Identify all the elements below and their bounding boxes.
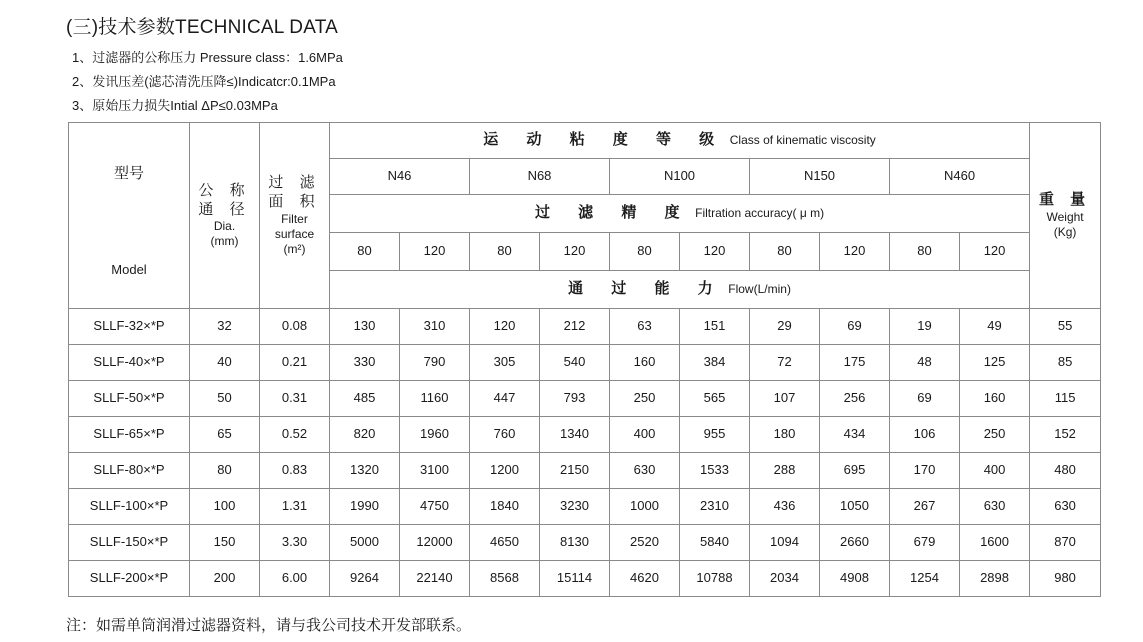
flow-cell: 106 [890, 417, 960, 453]
model-cell: SLLF-200×*P [69, 561, 190, 597]
weight-cell: 870 [1030, 525, 1101, 561]
dia-cell: 80 [190, 453, 260, 489]
model-cell: SLLF-65×*P [69, 417, 190, 453]
weight-cell: 980 [1030, 561, 1101, 597]
flow-cell: 1094 [750, 525, 820, 561]
flow-cell: 436 [750, 489, 820, 525]
flow-cell: 1340 [540, 417, 610, 453]
flow-cell: 49 [960, 309, 1030, 345]
flow-cell: 540 [540, 345, 610, 381]
flow-cell: 2660 [820, 525, 890, 561]
flow-cell: 1533 [680, 453, 750, 489]
model-cell: SLLF-40×*P [69, 345, 190, 381]
grade-n100: N100 [610, 159, 750, 195]
flow-cell: 1320 [330, 453, 400, 489]
flow-cell: 72 [750, 345, 820, 381]
model-cell: SLLF-50×*P [69, 381, 190, 417]
flow-cell: 10788 [680, 561, 750, 597]
dia-cell: 40 [190, 345, 260, 381]
accuracy-value: 120 [680, 233, 750, 271]
header-model-cn: 型号 [113, 165, 144, 182]
header-model-en: Model [111, 261, 147, 277]
header-weight-unit: (Kg) [1053, 224, 1077, 239]
accuracy-value: 80 [330, 233, 400, 271]
surface-cell: 0.31 [260, 381, 330, 417]
dia-cell: 65 [190, 417, 260, 453]
grade-n46: N46 [330, 159, 470, 195]
flow-cell: 400 [960, 453, 1030, 489]
flow-cell: 15114 [540, 561, 610, 597]
flow-cell: 1000 [610, 489, 680, 525]
table-row [69, 525, 1101, 561]
flow-cell: 212 [540, 309, 610, 345]
flow-cell: 1254 [890, 561, 960, 597]
flow-cell: 256 [820, 381, 890, 417]
header-weight [1030, 123, 1101, 309]
surface-cell: 3.30 [260, 525, 330, 561]
flow-cell: 160 [960, 381, 1030, 417]
header-surface-en: Filter surface [274, 211, 315, 241]
table-row [69, 561, 1101, 597]
flow-cell: 2520 [610, 525, 680, 561]
flow-cell: 130 [330, 309, 400, 345]
spec-pressure-class: 1、过滤器的公称压力 Pressure class：1.6MPa [72, 50, 343, 65]
table-row [69, 489, 1101, 525]
header-viscosity [330, 123, 1030, 159]
flow-cell: 630 [610, 453, 680, 489]
flow-cell: 565 [680, 381, 750, 417]
surface-cell: 0.83 [260, 453, 330, 489]
flow-cell: 384 [680, 345, 750, 381]
flow-cell: 29 [750, 309, 820, 345]
flow-cell: 5000 [330, 525, 400, 561]
header-dia-unit: (mm) [210, 234, 239, 249]
dia-cell: 150 [190, 525, 260, 561]
header-dia [190, 123, 260, 309]
flow-cell: 310 [400, 309, 470, 345]
dia-cell: 200 [190, 561, 260, 597]
model-cell: SLLF-32×*P [69, 309, 190, 345]
header-accuracy-cn: 过 滤 精 度 [535, 204, 692, 222]
flow-cell: 69 [890, 381, 960, 417]
flow-cell: 790 [400, 345, 470, 381]
weight-cell: 480 [1030, 453, 1101, 489]
dia-cell: 50 [190, 381, 260, 417]
flow-cell: 793 [540, 381, 610, 417]
flow-cell: 955 [680, 417, 750, 453]
header-flow-en: Flow(L/min) [728, 282, 791, 297]
flow-cell: 1840 [470, 489, 540, 525]
flow-cell: 4750 [400, 489, 470, 525]
accuracy-value: 120 [400, 233, 470, 271]
flow-cell: 3100 [400, 453, 470, 489]
flow-cell: 1960 [400, 417, 470, 453]
accuracy-value: 120 [540, 233, 610, 271]
flow-cell: 695 [820, 453, 890, 489]
accuracy-value: 80 [610, 233, 680, 271]
flow-cell: 9264 [330, 561, 400, 597]
header-weight-cn: 重 量 [1038, 191, 1092, 209]
flow-cell: 120 [470, 309, 540, 345]
flow-cell: 2898 [960, 561, 1030, 597]
flow-cell: 63 [610, 309, 680, 345]
header-surface-cn: 过 滤 面 积 [268, 174, 321, 210]
accuracy-value: 120 [820, 233, 890, 271]
flow-cell: 485 [330, 381, 400, 417]
flow-cell: 2150 [540, 453, 610, 489]
flow-cell: 250 [960, 417, 1030, 453]
weight-cell: 152 [1030, 417, 1101, 453]
surface-cell: 1.31 [260, 489, 330, 525]
flow-cell: 250 [610, 381, 680, 417]
flow-cell: 1200 [470, 453, 540, 489]
header-weight-en: Weight [1046, 209, 1084, 224]
model-cell: SLLF-80×*P [69, 453, 190, 489]
table-row [69, 345, 1101, 381]
table-row [69, 381, 1101, 417]
model-cell: SLLF-150×*P [69, 525, 190, 561]
surface-cell: 6.00 [260, 561, 330, 597]
flow-cell: 400 [610, 417, 680, 453]
flow-cell: 820 [330, 417, 400, 453]
flow-cell: 2034 [750, 561, 820, 597]
flow-cell: 760 [470, 417, 540, 453]
header-viscosity-cn: 运 动 粘 度 等 级 [483, 131, 727, 149]
spec-initial-pressure-loss: 3、原始压力损失Intial ΔP≤0.03MPa [72, 98, 278, 113]
grade-n460: N460 [890, 159, 1030, 195]
weight-cell: 55 [1030, 309, 1101, 345]
surface-cell: 0.52 [260, 417, 330, 453]
flow-cell: 267 [890, 489, 960, 525]
header-accuracy-en: Filtration accuracy( μ m) [695, 206, 825, 221]
model-cell: SLLF-100×*P [69, 489, 190, 525]
dia-cell: 32 [190, 309, 260, 345]
header-viscosity-en: Class of kinematic viscosity [729, 133, 876, 148]
flow-cell: 8130 [540, 525, 610, 561]
flow-cell: 22140 [400, 561, 470, 597]
flow-cell: 1990 [330, 489, 400, 525]
flow-cell: 107 [750, 381, 820, 417]
header-flow-cn: 通 过 能 力 [568, 280, 725, 298]
header-surface [260, 123, 330, 309]
flow-cell: 151 [680, 309, 750, 345]
flow-cell: 5840 [680, 525, 750, 561]
header-model [69, 123, 190, 309]
accuracy-value: 80 [470, 233, 540, 271]
header-flow [330, 271, 1030, 309]
flow-cell: 175 [820, 345, 890, 381]
footer-note: 注：如需单筒润滑过滤器资料，请与我公司技术开发部联系。 [66, 617, 472, 634]
flow-cell: 69 [820, 309, 890, 345]
table-row [69, 309, 1101, 345]
flow-cell: 434 [820, 417, 890, 453]
flow-cell: 180 [750, 417, 820, 453]
flow-cell: 12000 [400, 525, 470, 561]
weight-cell: 115 [1030, 381, 1101, 417]
header-dia-en: Dia. [213, 219, 236, 234]
flow-cell: 330 [330, 345, 400, 381]
flow-cell: 305 [470, 345, 540, 381]
flow-cell: 160 [610, 345, 680, 381]
flow-cell: 630 [960, 489, 1030, 525]
accuracy-value: 80 [750, 233, 820, 271]
flow-cell: 288 [750, 453, 820, 489]
flow-cell: 4650 [470, 525, 540, 561]
accuracy-value: 80 [890, 233, 960, 271]
flow-cell: 2310 [680, 489, 750, 525]
flow-cell: 4620 [610, 561, 680, 597]
grade-n150: N150 [750, 159, 890, 195]
flow-cell: 1600 [960, 525, 1030, 561]
header-surface-unit: (m²) [283, 241, 306, 256]
table-row [69, 453, 1101, 489]
weight-cell: 630 [1030, 489, 1101, 525]
flow-cell: 48 [890, 345, 960, 381]
grade-n68: N68 [470, 159, 610, 195]
flow-cell: 4908 [820, 561, 890, 597]
flow-cell: 125 [960, 345, 1030, 381]
dia-cell: 100 [190, 489, 260, 525]
flow-cell: 19 [890, 309, 960, 345]
flow-cell: 679 [890, 525, 960, 561]
section-title: (三)技术参数TECHNICAL DATA [66, 17, 338, 38]
flow-cell: 170 [890, 453, 960, 489]
header-dia-cn: 公 称 通 径 [198, 181, 251, 218]
table-row [69, 417, 1101, 453]
surface-cell: 0.08 [260, 309, 330, 345]
surface-cell: 0.21 [260, 345, 330, 381]
accuracy-value: 120 [960, 233, 1030, 271]
spec-indicator-pressure: 2、发讯压差(滤芯清洗压降≤)Indicatcr:0.1MPa [72, 74, 336, 89]
header-accuracy [330, 195, 1030, 233]
weight-cell: 85 [1030, 345, 1101, 381]
flow-cell: 1160 [400, 381, 470, 417]
flow-cell: 3230 [540, 489, 610, 525]
flow-cell: 8568 [470, 561, 540, 597]
technical-data-table [68, 122, 1101, 597]
flow-cell: 1050 [820, 489, 890, 525]
flow-cell: 447 [470, 381, 540, 417]
